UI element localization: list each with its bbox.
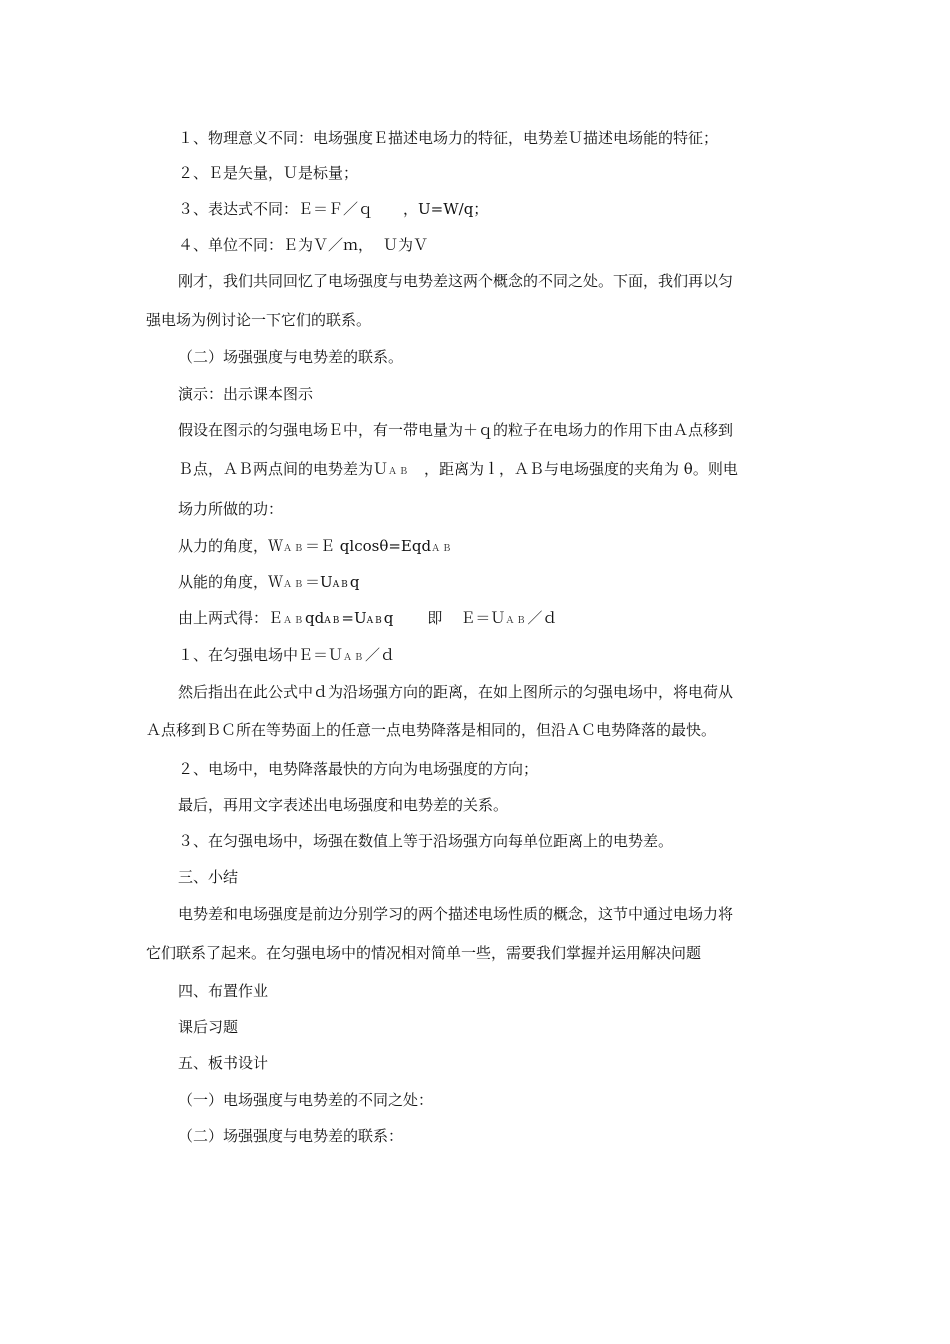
paragraph-assume-line1: 假设在图示的匀强电场Ｅ中，有一带电量为＋ｑ的粒子在电场力的作用下由Ａ点移到 (178, 421, 734, 439)
formula-combined: 由上两式得：ＥＡＢqdAB=UABq 即 Ｅ＝ＵＡＢ／ｄ (178, 609, 558, 627)
conclusion-1: １、在匀强电场中Ｅ＝ＵＡＢ／ｄ (178, 646, 396, 664)
line-finally: 最后，再用文字表述出电场强度和电势差的关系。 (178, 796, 509, 814)
paragraph-assume-line3: 场力所做的功： (178, 500, 284, 518)
section-heading-board-design: 五、板书设计 (178, 1054, 269, 1072)
paragraph-explain-line1: 然后指出在此公式中ｄ为沿场强方向的距离，在如上图所示的匀强电场中，将电荷从 (178, 683, 734, 701)
paragraph-explain-line2: Ａ点移到ＢＣ所在等势面上的任意一点电势降落是相同的，但沿ＡＣ电势降落的最快。 (146, 721, 717, 739)
section-heading-relation: （二）场强强度与电势差的联系。 (178, 348, 404, 366)
paragraph-summary-line1: 电势差和电场强度是前边分别学习的两个描述电场性质的概念，这节中通过电场力将 (178, 905, 734, 923)
formula-force-angle: 从力的角度，ＷＡＢ＝Ｅ qlcosθ=EqdＡＢ (178, 537, 454, 555)
paragraph-recall-line2: 强电场为例讨论一下它们的联系。 (146, 311, 372, 329)
section-heading-homework: 四、布置作业 (178, 982, 269, 1000)
section-heading-summary: 三、小结 (178, 868, 239, 886)
conclusion-2: ２、电场中，电势降落最快的方向为电场强度的方向； (178, 760, 539, 778)
formula-energy-angle: 从能的角度，ＷＡＢ＝UABq (178, 573, 360, 591)
board-item-1: （一）电场强度与电势差的不同之处： (178, 1091, 434, 1109)
line-difference-1: １、物理意义不同：电场强度Ｅ描述电场力的特征，电势差Ｕ描述电场能的特征； (178, 129, 719, 147)
board-item-2: （二）场强强度与电势差的联系： (178, 1127, 404, 1145)
paragraph-assume-line2: Ｂ点，ＡＢ两点间的电势差为ＵＡＢ ，距离为ｌ，ＡＢ与电场强度的夹角为 θ。则电 (178, 460, 738, 478)
line-difference-3: ３、表达式不同：Ｅ＝Ｆ／ｑ ，U=W/q； (178, 200, 489, 218)
line-difference-4: ４、单位不同：Ｅ为Ｖ／ｍ， Ｕ为Ｖ (178, 236, 429, 254)
conclusion-3: ３、在匀强电场中，场强在数值上等于沿场强方向每单位距离上的电势差。 (178, 832, 674, 850)
line-difference-2: ２、Ｅ是矢量，Ｕ是标量； (178, 164, 359, 182)
paragraph-summary-line2: 它们联系了起来。在匀强电场中的情况相对简单一些，需要我们掌握并运用解决问题 (146, 944, 702, 962)
line-demo: 演示：出示课本图示 (178, 385, 314, 403)
line-homework: 课后习题 (178, 1018, 239, 1036)
paragraph-recall-line1: 刚才，我们共同回忆了电场强度与电势差这两个概念的不同之处。下面，我们再以匀 (178, 272, 734, 290)
